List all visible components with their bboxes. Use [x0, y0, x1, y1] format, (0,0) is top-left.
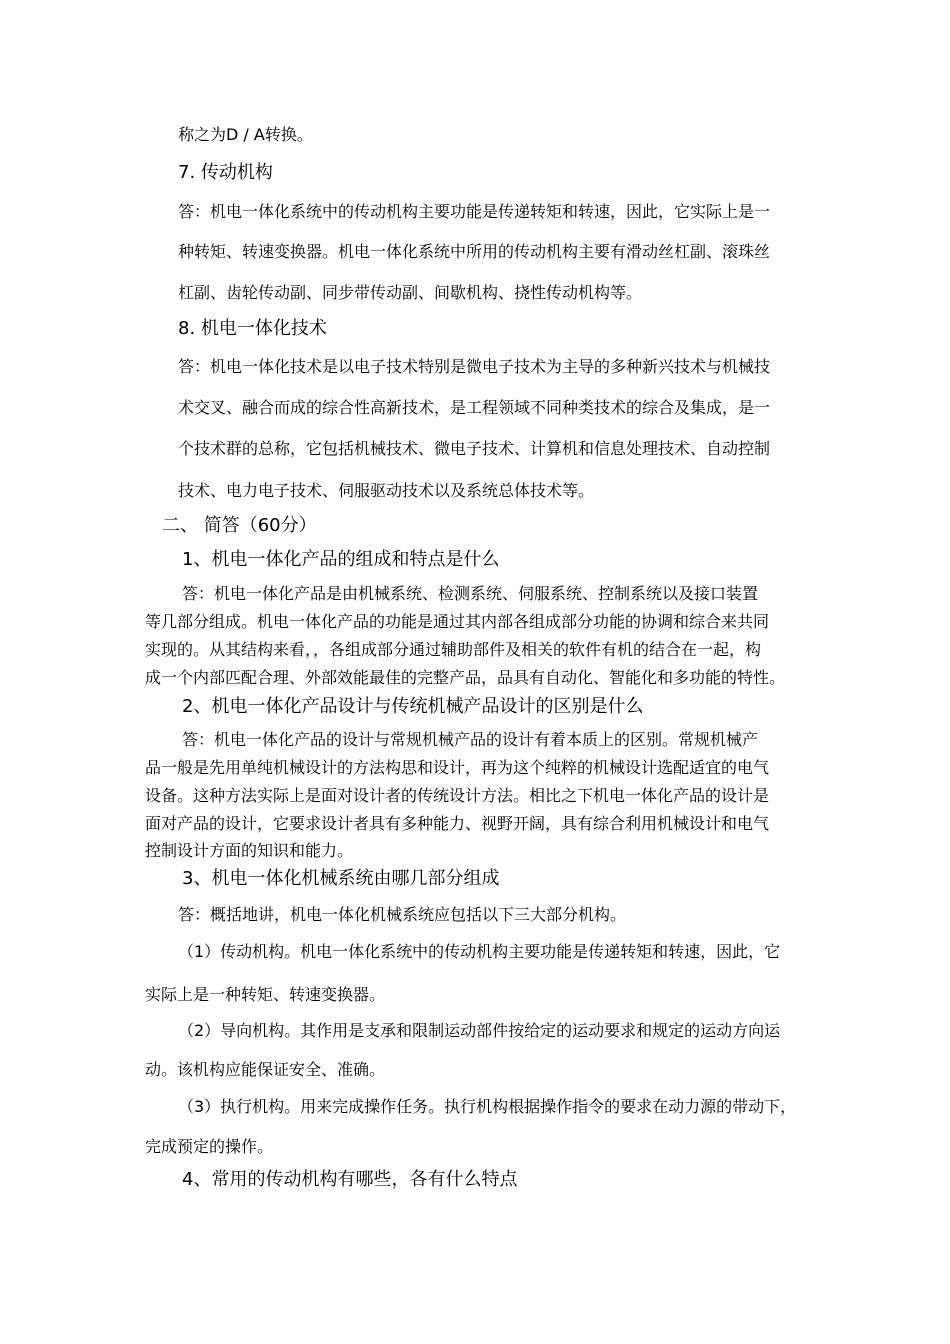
answer-line: 术交叉、融合而成的综合性高新技术，是工程领域不同种类技术的综合及集成，是一 — [178, 398, 771, 417]
item-heading: 7. 传动机构 — [178, 162, 273, 183]
answer-line: 答：机电一体化产品是由机械系统、检测系统、伺服系统、控制系统以及接口装置 — [182, 584, 759, 603]
answer-line: （1）传动机构。机电一体化系统中的传动机构主要功能是传递转矩和转速，因此，它 — [178, 942, 781, 961]
text-line: 称之为D / A转换。 — [178, 125, 313, 144]
answer-line: 答：机电一体化技术是以电子技术特别是微电子技术为主导的多种新兴技术与机械技 — [178, 357, 771, 376]
question-heading: 4、常用的传动机构有哪些，各有什么特点 — [182, 1169, 518, 1190]
answer-line: 个技术群的总称，它包括机械技术、微电子技术、计算机和信息处理技术、自动控制 — [178, 439, 771, 458]
answer-line: 实现的。从其结构来看，，各组成部分通过辅助部件及相关的软件有机的结合在一起，构 — [145, 640, 762, 659]
answer-line: 动。该机构应能保证安全、准确。 — [145, 1060, 386, 1079]
question-heading: 3、机电一体化机械系统由哪几部分组成 — [182, 868, 500, 889]
answer-line: （2）导向机构。其作用是支承和限制运动部件按给定的运动要求和规定的运动方向运 — [178, 1021, 781, 1040]
answer-line: 面对产品的设计，它要求设计者具有多种能力、视野开阔，具有综合利用机械设计和电气 — [145, 814, 770, 833]
answer-line: 答：机电一体化系统中的传动机构主要功能是传递转矩和转速，因此，它实际上是一 — [178, 202, 771, 221]
answer-line: 技术、电力电子技术、伺服驱动技术以及系统总体技术等。 — [178, 481, 595, 500]
section-heading: 二、 简答（60分） — [162, 515, 317, 536]
answer-line: 品一般是先用单纯机械设计的方法构思和设计，再为这个纯粹的机械设计选配适宜的电气 — [145, 758, 770, 777]
answer-line: 实际上是一种转矩、转速变换器。 — [145, 985, 386, 1004]
question-heading: 1、机电一体化产品的组成和特点是什么 — [182, 549, 500, 570]
answer-line: 答：机电一体化产品的设计与常规机械产品的设计有着本质上的区别。常规机械产 — [182, 730, 759, 749]
question-heading: 2、机电一体化产品设计与传统机械产品设计的区别是什么 — [182, 696, 644, 717]
answer-line: 等几部分组成。机电一体化产品的功能是通过其内部各组成部分功能的协调和综合来共同 — [145, 612, 770, 631]
answer-line: 答：概括地讲，机电一体化机械系统应包括以下三大部分机构。 — [178, 905, 627, 924]
answer-line: 控制设计方面的知识和能力。 — [145, 841, 354, 860]
answer-line: 成一个内部匹配合理、外部效能最佳的完整产品，品具有自动化、智能化和多功能的特性。 — [145, 668, 786, 687]
answer-line: 种转矩、转速变换器。机电一体化系统中所用的传动机构主要有滑动丝杠副、滚珠丝 — [178, 242, 771, 261]
answer-line: 杠副、齿轮传动副、同步带传动副、间歇机构、挠性传动机构等。 — [178, 283, 643, 302]
answer-line: 设备。这种方法实际上是面对设计者的传统设计方法。相比之下机电一体化产品的设计是 — [145, 786, 770, 805]
answer-line: （3）执行机构。用来完成操作任务。执行机构根据操作指令的要求在动力源的带动下， — [178, 1097, 797, 1116]
item-heading: 8. 机电一体化技术 — [178, 318, 327, 339]
answer-line: 完成预定的操作。 — [145, 1137, 274, 1156]
